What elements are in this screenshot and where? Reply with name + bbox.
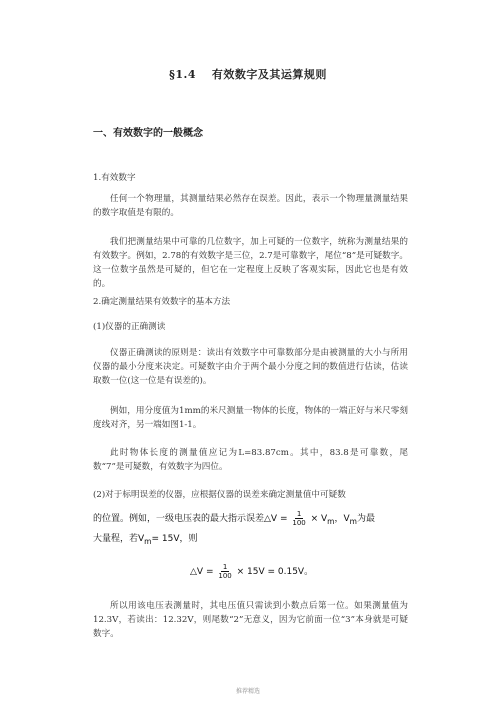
subscript: m — [144, 536, 152, 546]
paragraph-7: 所以用该电压表测量时，其电压值只需读到小数点后第一位。如果测量值为12.3V，若读出：12.32V，则尾数“2”无意义，因为它前面一位“3”本身就是可疑数字。 — [93, 601, 408, 639]
formula-text: × V — [310, 514, 328, 524]
formula-text: 的位置。例如，一级电压表的最大指示误差△V = — [93, 514, 288, 524]
formula-text: × 15V = 0.15V。 — [236, 567, 314, 577]
fraction — [218, 563, 231, 580]
fraction — [292, 510, 305, 527]
formula-line-1 — [93, 510, 375, 527]
subscript: m — [349, 516, 357, 526]
formula-text: 为最 — [356, 514, 375, 524]
formula-line-2 — [93, 531, 198, 546]
fraction-numerator: 1 — [222, 563, 228, 571]
paragraph-3: 仪器正确测读的原则是：读出有效数字中可靠数部分是由被测量的大小与所用仪器的最小分度来决定。可疑数字由介于两个最小分度之间的数值进行估读，估读取数一位(这一位是有误差的)。 — [93, 348, 408, 386]
footer-text: 推荐精选 — [235, 688, 260, 695]
subheading-correct-reading: (1)仪器的正确测读 — [93, 322, 166, 332]
formula-text: △V = — [190, 567, 214, 577]
paragraph-1: 任何一个物理量，其测量结果必然存在误差。因此，表示一个物理量测量结果的数字取值是有限的。 — [93, 194, 408, 218]
paragraph-4: 例如，用分度值为1mm的米尺测量一物体的长度，物体的一端正好与米尺零刻度线对齐，另一端如图1-1。 — [93, 406, 408, 430]
section-heading: 一、有效数字的一般概念 — [93, 128, 203, 139]
paragraph-5: 此时物体长度的测量值应记为L=83.87cm。其中，83.8是可靠数，尾数“7”是可疑数，有效数字为四位。 — [93, 448, 408, 472]
fraction-denominator: 100 — [218, 572, 232, 580]
page-title: §1.4 有效数字及其运算规则 — [169, 68, 327, 81]
formula-text: ，V — [334, 514, 350, 524]
paragraph-2: 我们把测量结果中可靠的几位数字，加上可疑的一位数字，统称为测量结果的有效数字。例如，2.78的有效数字是三位，2.7是可靠数字，尾位“8”是可疑数字。这一位数字虽然是可疑的，但它在一定程度上反映了客观实际，因此它也是有效的。 — [93, 237, 408, 289]
fraction-numerator: 1 — [296, 510, 302, 518]
subheading-significant-figures: 1.有效数字 — [93, 173, 136, 183]
subheading-basic-method: 2.确定测量结果有效数字的基本方法 — [93, 297, 231, 307]
subscript: m — [327, 516, 335, 526]
paragraph-6: (2)对于标明误差的仪器，应根据仪器的误差来确定测量值中可疑数 — [93, 490, 346, 500]
fraction-denominator: 100 — [292, 519, 306, 527]
formula-text: 大量程，若V — [93, 534, 145, 544]
formula-text: = 15V，则 — [151, 534, 198, 544]
formula-line-3 — [190, 563, 313, 580]
